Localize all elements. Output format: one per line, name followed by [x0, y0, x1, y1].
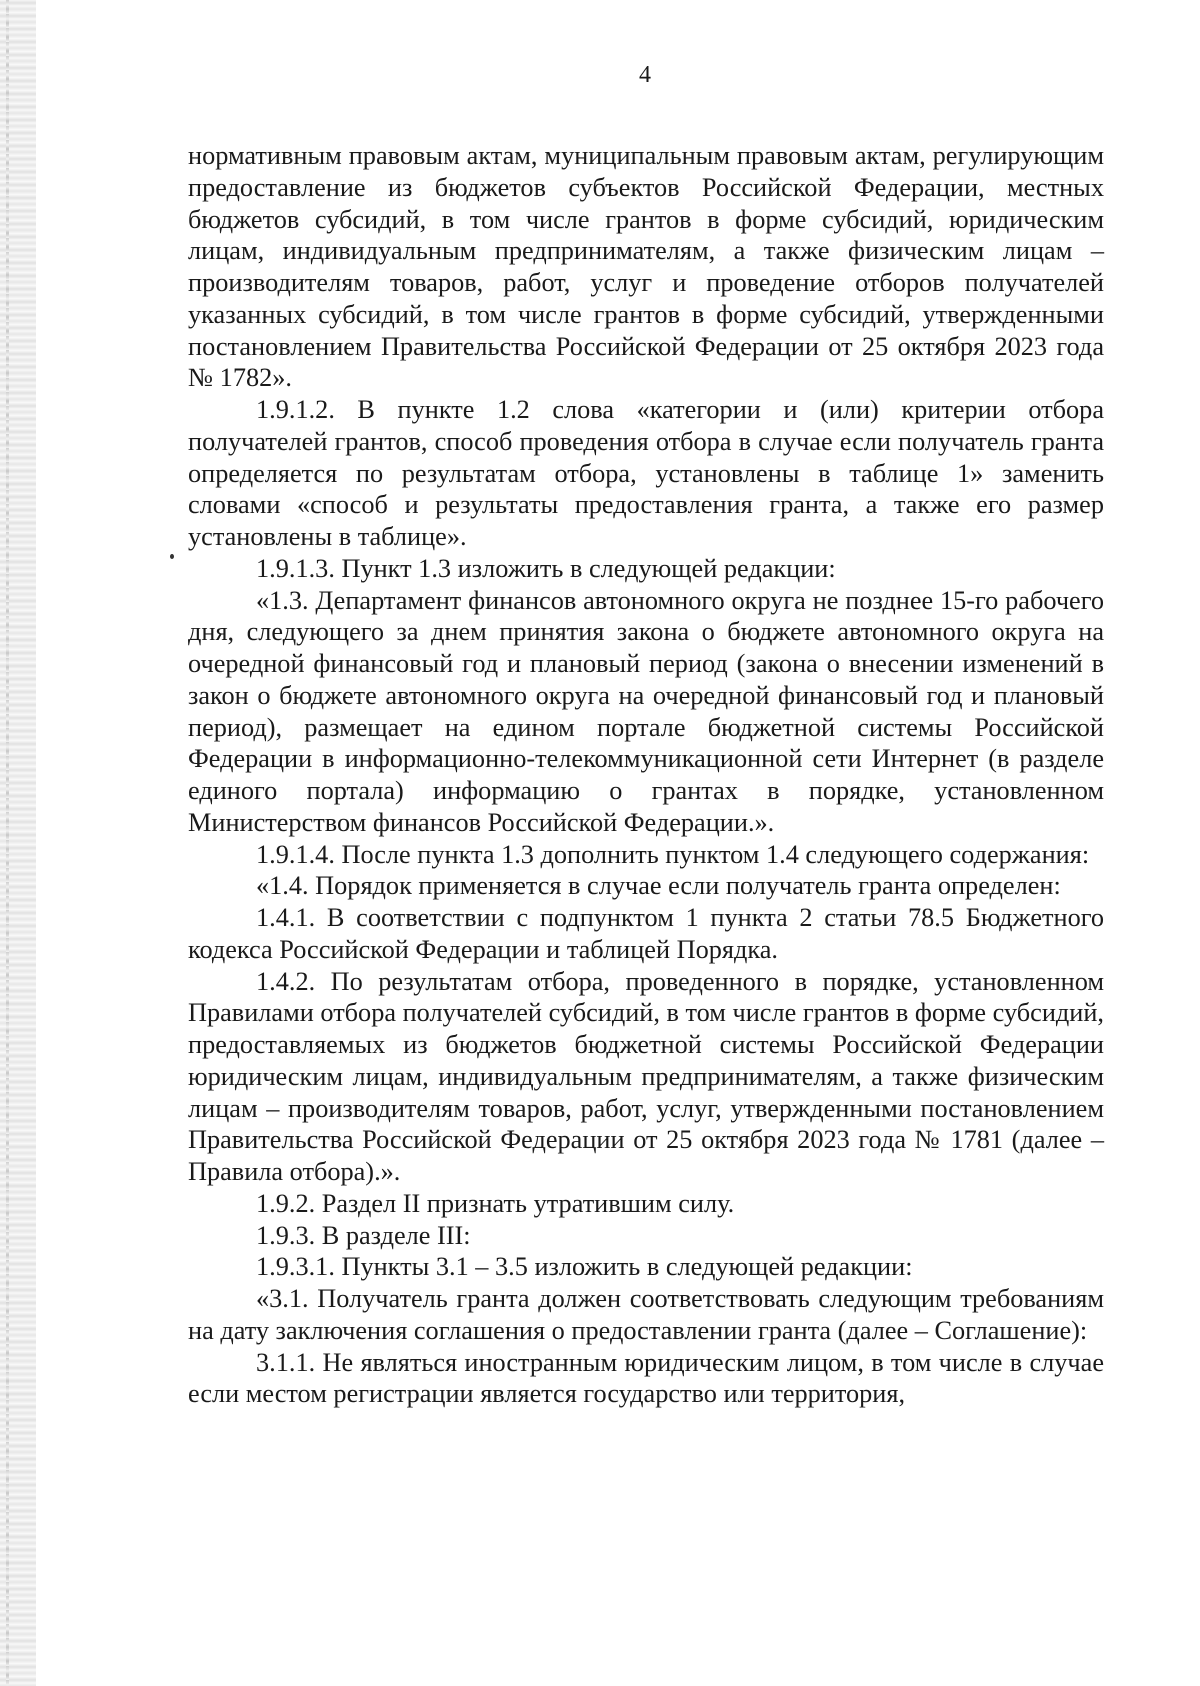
page-number: 4	[639, 62, 651, 88]
paragraph-2: 1.9.1.2. В пункте 1.2 слова «категории и (или) критерии отбора получателей грантов, способ проведения отбора в случае если получатель гранта определяется по результатам отбора, установлены в таблице 1» заменить словами «способ и результаты предоставления гранта, а также его размер установлены в таблице».	[188, 395, 1104, 551]
paragraph-1: нормативным правовым актам, муниципальным правовым актам, регулирующим предоставление из бюджетов субъектов Российской Федерации, местных бюджетов субсидий, в том числе грантов в форме субсидий, юридическим лицам, индивидуальным предпринимателям, а также физическим лицам – производителям товаров, работ, услуг и проведение отборов получателей указанных субсидий, в том числе грантов в форме субсидий, утвержденными постановлением Правительства Российской Федерации от 25 октября 2023 года № 1782».	[188, 141, 1104, 393]
paragraph-7: 1.4.1. В соответствии с подпунктом 1 пункта 2 статьи 78.5 Бюджетного кодекса Российской Федерации и таблицей Порядка.	[188, 903, 1104, 964]
paragraph-10: 1.9.3. В разделе III:	[256, 1220, 471, 1250]
paragraph-12: «3.1. Получатель гранта должен соответствовать следующим требованиям на дату заключения соглашения о предоставлении гранта (далее – Соглашение):	[188, 1284, 1104, 1345]
scan-edge-artifact	[0, 0, 36, 1686]
paragraph-4: «1.3. Департамент финансов автономного округа не позднее 15-го рабочего дня, следующего за днем принятия закона о бюджете автономного округа на очередной финансовый год и плановый период (закона о внесении изменений в закон о бюджете автономного округа на очередной финансовый год и плановый период), размещает на едином портале бюджетной системы Российской Федерации в информационно-телекоммуникационной сети Интернет (в разделе единого портала) информацию о грантах в порядке, установленном Министерством финансов Российской Федерации.».	[188, 585, 1104, 837]
paragraph-5: 1.9.1.4. После пункта 1.3 дополнить пунктом 1.4 следующего содержания:	[256, 839, 1090, 869]
paragraph-13: 3.1.1. Не являться иностранным юридическим лицом, в том числе в случае если местом регистрации является государство или территория,	[188, 1347, 1104, 1409]
paragraph-9: 1.9.2. Раздел II признать утратившим силу.	[256, 1188, 735, 1218]
paragraph-6: «1.4. Порядок применяется в случае если получатель гранта определен:	[256, 871, 1061, 901]
paragraph-11: 1.9.3.1. Пункты 3.1 – 3.5 изложить в следующей редакции:	[256, 1252, 913, 1282]
scan-speck	[170, 554, 174, 559]
paragraph-3: 1.9.1.3. Пункт 1.3 изложить в следующей редакции:	[256, 553, 836, 583]
document-body	[188, 140, 1104, 1410]
paragraph-8: 1.4.2. По результатам отбора, проведенного в порядке, установленном Правилами отбора получателей субсидий, в том числе грантов в форме субсидий, предоставляемых из бюджетов бюджетной системы Российской Федерации юридическим лицам, индивидуальным предпринимателям, а также физическим лицам – производителям товаров, работ, услуг, утвержденными постановлением Правительства Российской Федерации от 25 октября 2023 года № 1781 (далее – Правила отбора).».	[188, 966, 1104, 1186]
